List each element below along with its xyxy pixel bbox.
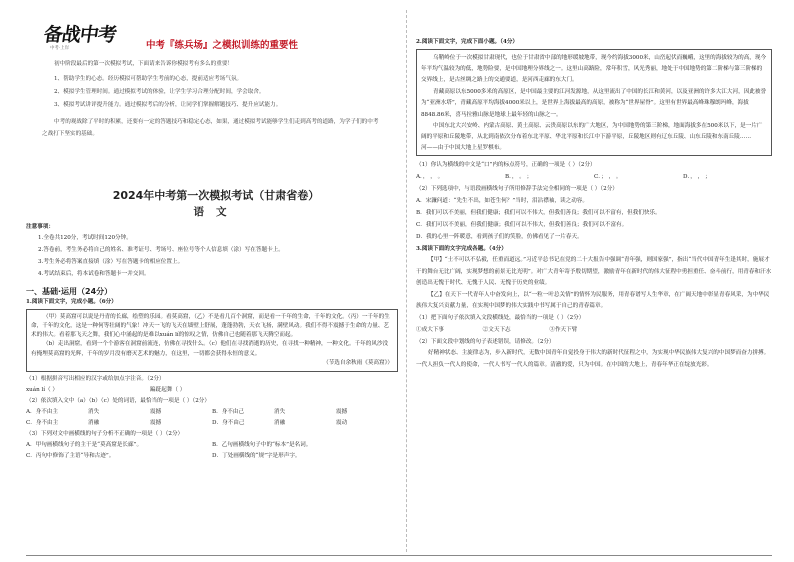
question-1-3: （3）下列对文中画横线的句子分析不正确的一项是（ ）（2分） <box>26 430 184 437</box>
option-row <box>416 324 616 336</box>
promo-point: 2、模拟学生管理时间。通过模拟考试的体验，让学生学习合理分配时间，学会取舍。 <box>54 88 265 95</box>
passage-box <box>416 49 772 157</box>
option[interactable]: ①成大下事 <box>416 327 444 334</box>
option-word: 震动 <box>336 419 348 426</box>
option-word: 消融 <box>274 419 286 426</box>
passage-paragraph: 河——由于中国大地上星罗棋布。 <box>421 144 505 151</box>
promo-point: 3、模拟考试讲评提升能力。通过模拟考后的分析，让同学们掌握解题技巧、提升应试能力。 <box>54 101 282 108</box>
passage-paragraph: 乌鞘岭位于一次模拟甘肃现代，也位于甘肃省中部的地形缓坡地带，现今约海拔3000米，山峦起伏而巍峨，这里的海拔较为的高，现今年平均气温较为的低，地势险要，是中国地理分界线之一。这里山高路险，常年积雪，风光秀丽，地处于中国地势的第二阶梯与第三阶梯的交界线上，是古丝绸之路上的交通要道，是河西走廊的东大门。 <box>421 54 767 84</box>
section-1 <box>26 286 398 462</box>
passage-paragraph: 【乙】在天下一代青年人中奋发向上，以“一粒一叶总关情”的情怀为民服务，用青春谱写人生华章，在广阔天地中彰显青春风采，为中华民族伟大复兴贡献力量，在实现中国梦的伟大实践中书写属于自己的青春篇章。 <box>416 291 770 310</box>
option[interactable]: D．身不由己 <box>212 419 245 426</box>
question-1-2: （2）依次填入文中（a）（b）（c）处的词语，最恰当的一项是（ ）（2分） <box>26 397 210 404</box>
option-row <box>26 407 398 418</box>
option-word: 震撼 <box>150 419 162 426</box>
option[interactable]: C．丙句中修饰了主语“导和古迹”。 <box>26 452 115 459</box>
option[interactable]: A．宋濂问道：“先生不出，如苍生何？”当时，泪沾襟袖，读之动容。 <box>416 198 588 205</box>
answer-blank[interactable]: xuán lí（ ） <box>26 386 59 393</box>
bottom-rule <box>26 555 772 556</box>
option[interactable]: C．； ， 。 <box>594 174 622 181</box>
notice-item: 4.考试结束后，将本试卷和答题卡一并交回。 <box>38 271 150 277</box>
notice-item: 2.答卷前，考生务必将自己的姓名、准考证号、考场号、座位号等个人信息填（涂）写在答题卡上。 <box>38 247 284 253</box>
question-3-heading: 3.阅读下面的文字完成各题。（4分） <box>416 246 507 253</box>
option[interactable]: C．我们可以不美丽，但我们健康；我们可以不伟大，但我们善良；我们可以不富有。 <box>416 222 628 229</box>
option[interactable]: A．甲句画横线句子的主干是“莫高窟是长廊”。 <box>26 441 143 448</box>
option[interactable]: D．丁处画横线的“规”字是形声字。 <box>212 452 301 459</box>
notice-section <box>26 222 398 280</box>
option[interactable]: B．乙句画横线句子中的“标本”是名词。 <box>212 441 312 448</box>
question-3-2: （2）下面文段中划线的句子表述错误，请修改。（2分） <box>416 339 555 346</box>
passage-paragraph: （甲）莫高窟可以说是丹青的长廊，绘塑的乐园。看莫高窟，（乙）不是看几百个洞窟，而是看一千年的生命，千年的文化。（丙）一千年的生命，千年的文化，这是一种何等壮阔的气象！冲天一飞的飞天在墙壁上舒展，蓬蓬勃勃，天衣飞扬，满壁风动。我们不得不震撼于生命的力量、艺术的伟大。看着那飞天之舞，我们心中涌起的是难以xuán lí的惊叹之情，仿佛自己也随着那飞天腾空而起。 <box>31 313 390 339</box>
exam-title: 2024年中考第一次模拟考试（甘肃省卷） <box>112 189 320 202</box>
option-word: 震撼 <box>336 408 348 415</box>
option-word: 消失 <box>274 408 286 415</box>
passage-paragraph: 【甲】“士不可以不弘毅，任重而道远。”习近平总书记在党的二十大报告中强调“青年强，则国家强”，指出“当代中国青年生逢其时，施展才干的舞台无比广阔，实现梦想的前景无比光明”。对广大青年寄予殷切期望，激励青年在新时代的伟大征程中勇担重任、奋斗前行，用青春和汗水创造出无愧于时代、无愧于人民、无愧于历史的业绩。 <box>416 257 772 287</box>
passage-paragraph: 青藏高原以东5000多米的高原区，是中国最主要的江河发源地，从这里流出了中国的长江和黄河，以及亚洲的许多大江大河，因此被誉为“亚洲水塔”，青藏高原平均海拔4000米以上，是世界上海拔最高的高原，被称为“世界屋脊”。这里有世界最高峰珠穆朗玛峰，海拔8848.86米，喜马拉雅山脉是地球上最年轻的山脉之一。 <box>421 88 767 118</box>
option-word: 消失 <box>88 408 100 415</box>
option[interactable]: ③作天下臂 <box>549 327 578 334</box>
option-row <box>26 418 398 429</box>
notice-item: 3.考生务必将答案直接填（涂）写在答题卡的相应位置上。 <box>38 259 184 265</box>
option[interactable]: A．， ， 。 <box>416 174 444 181</box>
option[interactable]: B．我们可以不美丽，但我们健康；我们可以不伟大，但我们善良；我们可以不富有，但我们快乐。 <box>416 210 661 217</box>
option[interactable]: B．， 。 ； <box>505 174 533 181</box>
promo-body <box>42 60 382 140</box>
question-2-2: （2）下列选项中，与语段画横线句子所用修辞手法完全相同的一项是（ ）（2分） <box>416 186 618 193</box>
notice-heading: 注意事项： <box>26 224 54 230</box>
option-row <box>26 451 398 462</box>
promo-intro: 初中阶段最后的第一次模拟考试，下面请来告诉你模拟考有多么的重要！ <box>54 61 234 67</box>
passage-paragraph: 好精神状态、主旋律志为，步入新时代，无数中国青年自觉投身于伟大的新时代征程之中，为实现中华民族伟大复兴的中国梦而奋力拼搏。一代人担负一代人的使命，一代人书写一代人的篇章。清澈的爱，只为中国。在中国的大地上，青春年华正在绽放光彩。 <box>416 350 770 368</box>
exam-subject: 语文 <box>193 206 239 218</box>
right-column <box>416 38 772 371</box>
logo-tagline: 中考·上岸 <box>50 46 69 51</box>
option-row <box>26 440 398 451</box>
question-3-1: （1）把下面句子依次填入文段横线处，最恰当的一项是（ ）（2分） <box>416 315 585 322</box>
option[interactable]: B．身不由己 <box>212 408 245 415</box>
question-2-1: （1）你认为横线的中文是“口”内的标点符号，正确的一项是（ ）（2分） <box>416 162 596 169</box>
passage-paragraph: 中国东北大兴安岭、内蒙古高原、黄土高原、云贵高原以东的广大地区，为中国地势的第三阶梯，地面海拔多在500米以下，是一片广阔的平原和丘陵地带，从北到南依次分布着东北平原、华北平原和长江中下游平原，丘陵地区则有辽东丘陵、山东丘陵和东南丘陵…… <box>421 123 763 141</box>
logo-brand-text: 备战中考 <box>42 24 118 46</box>
option-word: 震撼 <box>150 408 162 415</box>
passage-source: （节选自余秋雨《莫高窟》） <box>323 360 393 367</box>
question-1-heading: 1.阅读下面文字，完成小题。（6分） <box>26 299 117 305</box>
option[interactable]: A．身不由主 <box>26 408 59 415</box>
brand-logo <box>44 20 138 50</box>
promo-title: 中考『练兵场』之模拟训练的重要性 <box>146 40 299 51</box>
answer-blank[interactable]: 蹁跹起舞（ ） <box>150 386 186 393</box>
option[interactable]: ②文天下志 <box>482 327 511 334</box>
option[interactable]: C．身不由主 <box>26 419 59 426</box>
promo-point: 1、帮助学生的心态。经历模拟可帮助学生考前的心态，提前适应考场气氛。 <box>54 75 243 82</box>
passage-box <box>26 309 398 372</box>
notice-item: 1.全卷共120分，考试时间120分钟。 <box>38 235 132 241</box>
passage-paragraph: （b）走出洞窟，看到一个个游客在洞窟前流连，仿佛在寻找什么。（c）他们在寻找消逝的历史，在寻找一种精神，一种文化。千年的风沙没有掩埋莫高窟的光辉，千年的岁月没有磨灭艺术的魅力，在这里，一切都会获得永恒的意义。 <box>31 341 389 357</box>
section-heading: 一、基础·运用（24分） <box>26 287 113 296</box>
question-1-1-blanks <box>26 385 398 396</box>
option-word: 消融 <box>88 419 100 426</box>
promo-closing: 中考的观战除了平时的积累，还要有一定的答题技巧和稳定心态，如果，通过模拟考试能够学生们走到高考的道路，为学子们的中考之战打下坚实的基础。 <box>42 118 379 137</box>
column-divider <box>406 10 407 552</box>
question-1-1: （1）根据拼音写出相应的汉字或给加点字注音。（2分） <box>26 375 165 382</box>
question-2-heading: 2.阅读下面文字，完成下面小题。（4分） <box>416 39 519 45</box>
option-row <box>416 171 772 183</box>
option[interactable]: D．， ， ； <box>683 174 711 181</box>
option[interactable]: D．我的心里一阵暖意，看到孩子们的笑脸，仿佛看见了一片春天。 <box>416 234 583 241</box>
